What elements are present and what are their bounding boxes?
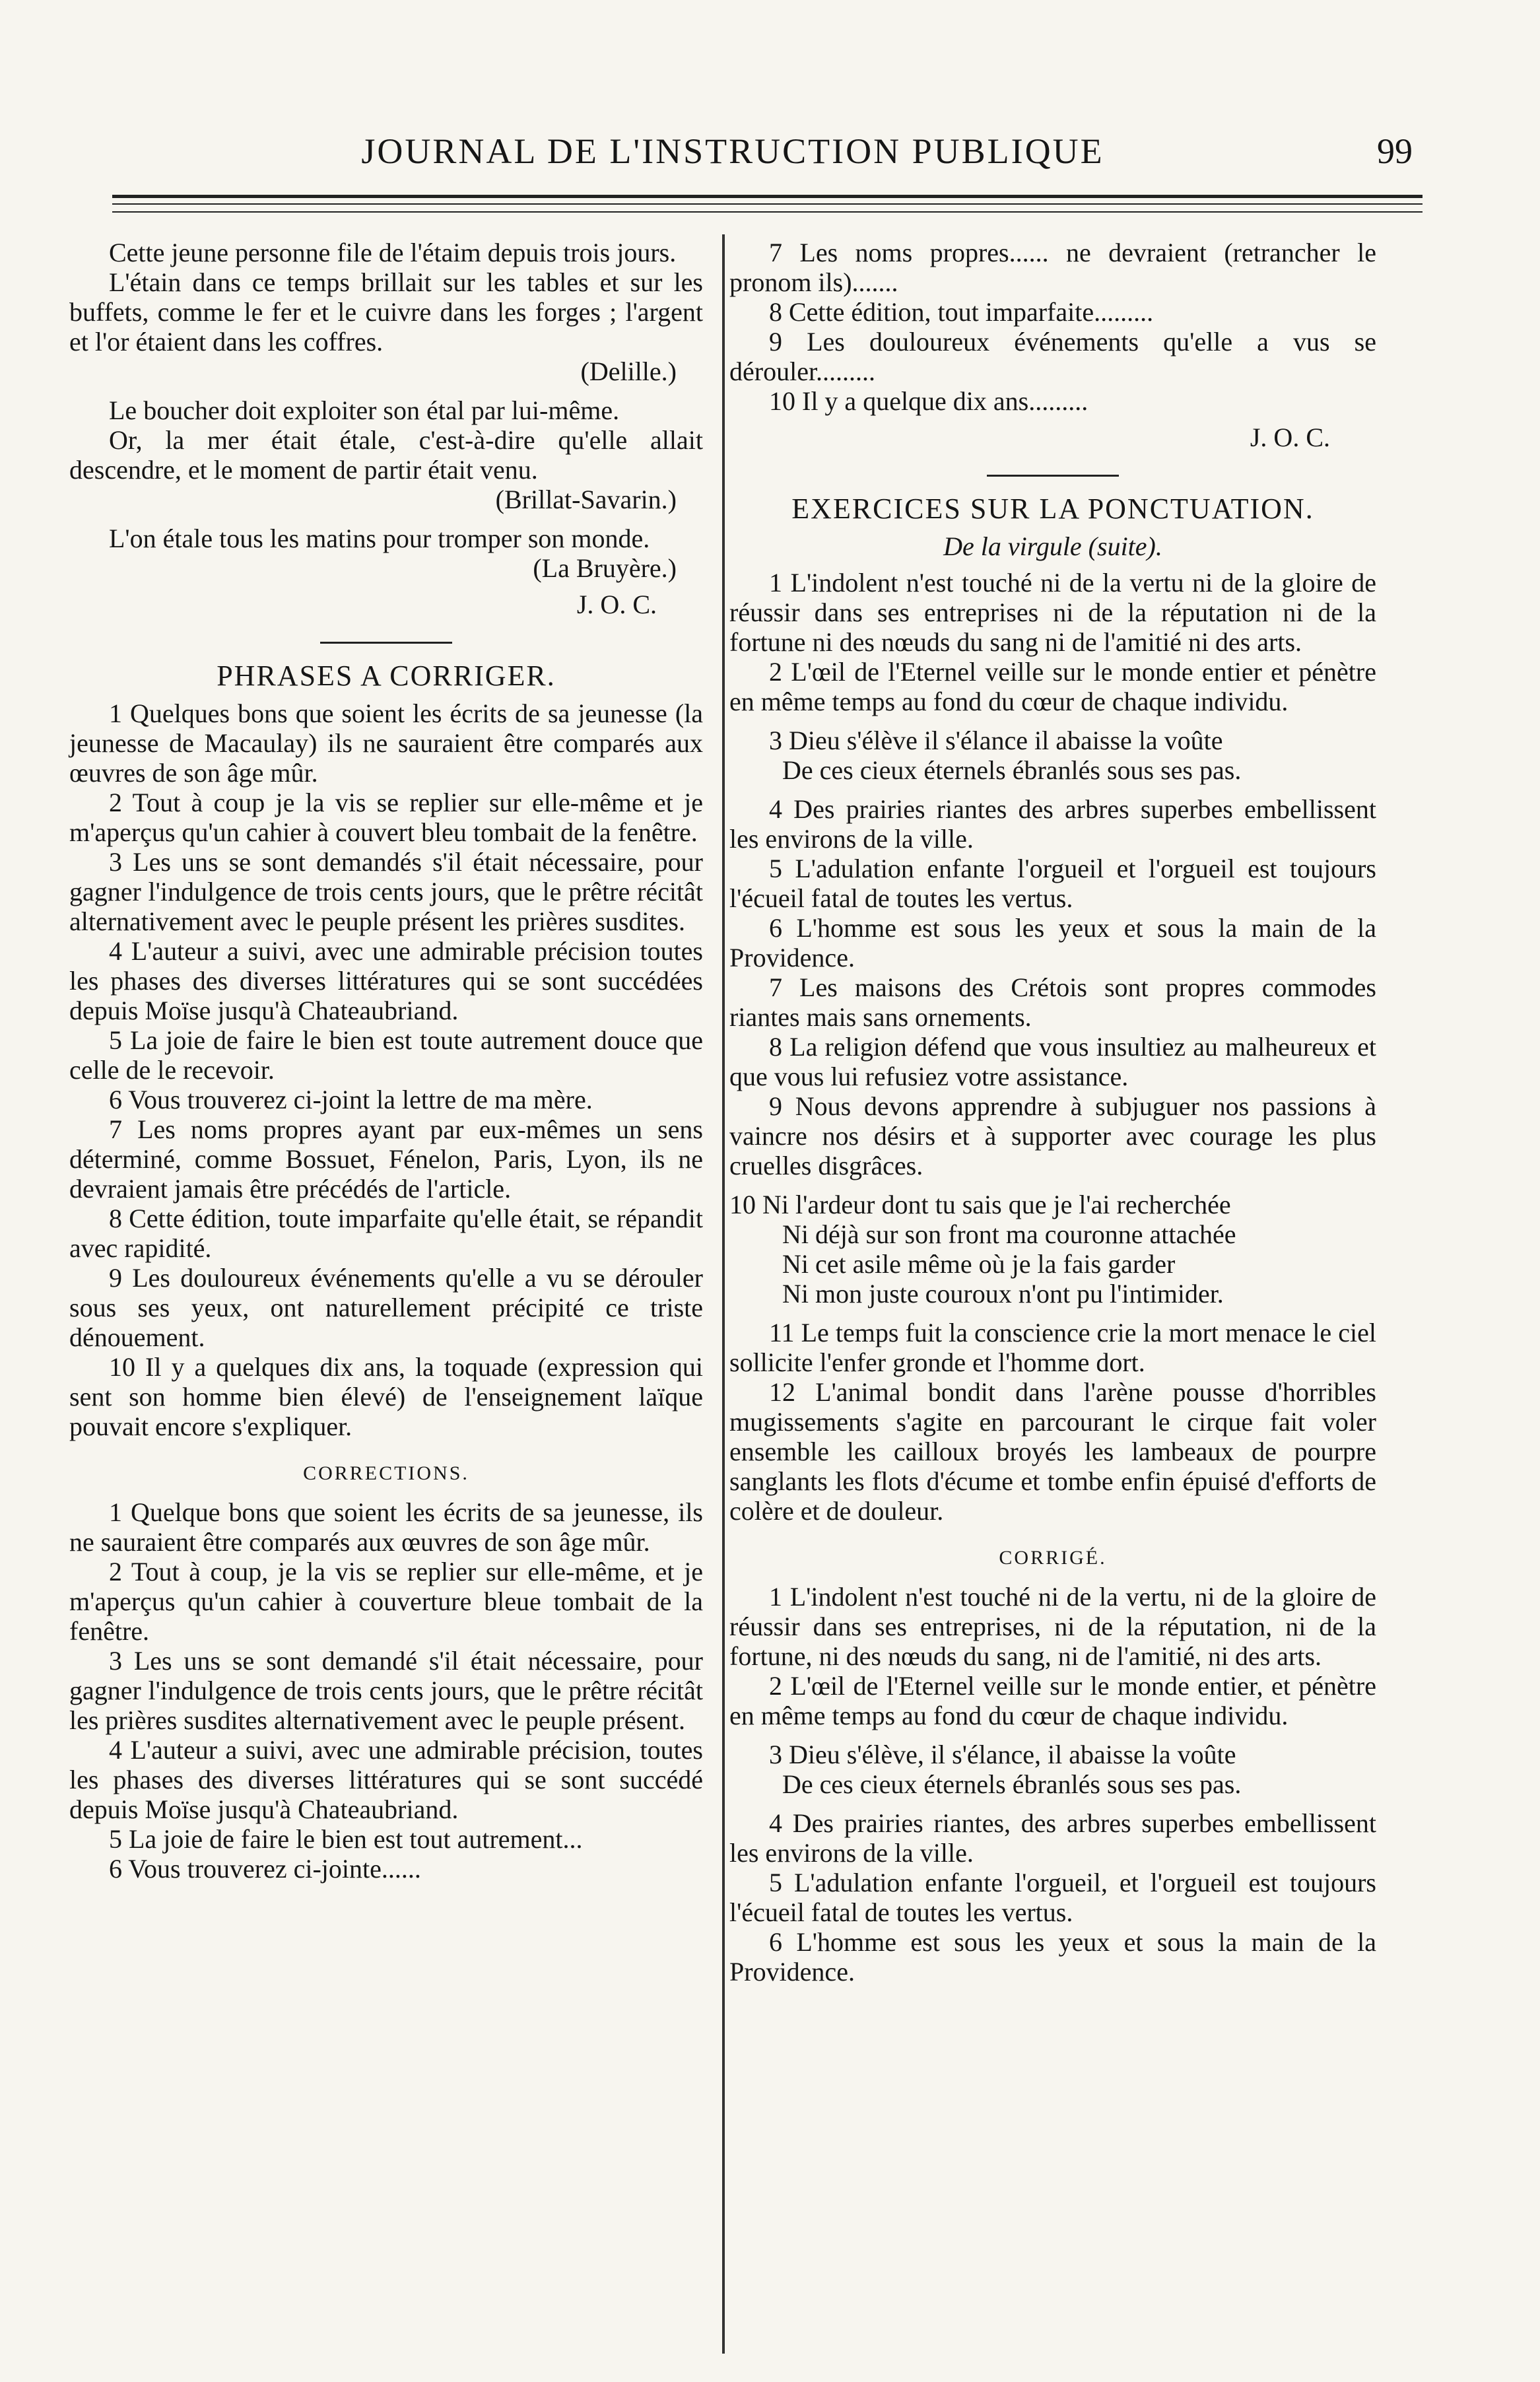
page-number: 99 [1377, 131, 1413, 171]
exercise-item: 4 Des prairies riantes des arbres superbes embellissent les environs de la ville. [729, 794, 1376, 854]
attribution: (Delille.) [580, 357, 677, 386]
paragraph: Cette jeune personne file de l'étaim depuis trois jours. [109, 238, 677, 267]
attribution: (La Bruyère.) [533, 553, 677, 583]
paragraph: Le boucher doit exploiter son étal par lui-même. [109, 395, 620, 425]
column-divider [722, 234, 725, 2354]
phrase-item: 5 La joie de faire le bien est toute autrement douce que celle de le recevoir. [69, 1025, 703, 1085]
header-rule-thick [112, 195, 1423, 198]
corrige-item: 2 L'œil de l'Eternel veille sur le monde entier, et pénètre en même temps au fond du cœur de chaque individu. [729, 1671, 1376, 1730]
continued-item: 7 Les noms propres...... ne devraient (retrancher le pronom ils)....... [729, 238, 1376, 297]
corrections-title: CORRECTIONS. [303, 1462, 469, 1484]
exercise-verse: De ces cieux éternels ébranlés sous ses pas. [782, 755, 1242, 785]
exercise-item: 7 Les maisons des Crétois sont propres commodes riantes mais sans ornements. [729, 972, 1376, 1032]
exercise-verse: Ni cet asile même où je la fais garder [782, 1249, 1176, 1279]
exercise-verse: Ni déjà sur son front ma couronne attachée [782, 1219, 1236, 1249]
exercise-item: 9 Nous devons apprendre à subjuguer nos passions à vaincre nos désirs et à supporter avec courage les plus cruelles disgrâces. [729, 1091, 1376, 1180]
corrige-verse: De ces cieux éternels ébranlés sous ses pas. [782, 1769, 1242, 1799]
continued-item: 9 Les douloureux événements qu'elle a vus se dérouler......... [729, 327, 1376, 386]
header-rule-thin [112, 203, 1423, 205]
correction-item: 4 L'auteur a suivi, avec une admirable précision, toutes les phases des diverses littératures qui se sont succédé depuis Moïse jusqu'à Chateaubriand. [69, 1735, 703, 1824]
corrige-item: 1 L'indolent n'est touché ni de la vertu, ni de la gloire de réussir dans ses entreprises, ni de la réputation, ni de la fortune, ni des nœuds du sang, ni de l'amitié, ni des arts. [729, 1582, 1376, 1671]
exercise-item: 8 La religion défend que vous insultiez au malheureux et que vous lui refusiez votre assistance. [729, 1032, 1376, 1091]
paragraph: L'on étale tous les matins pour tromper son monde. [109, 524, 650, 553]
exercise-item: 2 L'œil de l'Eternel veille sur le monde entier et pénètre en même temps au fond du cœur de chaque individu. [729, 657, 1376, 716]
continued-item: 8 Cette édition, tout imparfaite......... [769, 297, 1154, 327]
right-column [729, 238, 1376, 1987]
section-title: EXERCICES SUR LA PONCTUATION. [791, 493, 1314, 525]
page-header [79, 125, 1439, 185]
phrase-item: 4 L'auteur a suivi, avec une admirable précision toutes les phases des diverses littératures qui se sont succédées depuis Moïse jusqu'à Chateaubriand. [69, 936, 703, 1025]
exercise-verse: 10 Ni l'ardeur dont tu sais que je l'ai recherchée [729, 1190, 1231, 1219]
correction-item: 3 Les uns se sont demandé s'il était nécessaire, pour gagner l'indulgence de trois cents jours, que le prêtre récitât les prières susdites alternativement avec le peuple présent. [69, 1646, 703, 1735]
phrase-item: 1 Quelques bons que soient les écrits de sa jeunesse (la jeunesse de Macaulay) ils ne sauraient être comparés aux œuvres de son âge mûr. [69, 698, 703, 788]
left-column [69, 238, 703, 1884]
correction-item: 2 Tout à coup, je la vis se replier sur elle-même, et je m'aperçus qu'un cahier à couverture bleue tombait de la fenêtre. [69, 1557, 703, 1646]
section-rule [987, 475, 1119, 477]
exercise-item: 11 Le temps fuit la conscience crie la mort menace le ciel sollicite l'enfer gronde et l'homme dort. [729, 1318, 1376, 1377]
exercise-item: 12 L'animal bondit dans l'arène pousse d'horribles mugissements s'agite en parcourant le cirque fait voler ensemble les cailloux broyés les lambeaux de pourpre sanglants les flots d'écume et tombe enfin épuisé d'efforts de colère et de douleur. [729, 1377, 1376, 1526]
exercise-item: 1 L'indolent n'est touché ni de la vertu ni de la gloire de réussir dans ses entreprises ni de la réputation ni de la fortune ni des nœuds du sang ni de l'amitié ni des arts. [729, 568, 1376, 657]
correction-item: 5 La joie de faire le bien est tout autrement... [109, 1824, 583, 1854]
header-rule-thin-2 [112, 211, 1423, 213]
corrige-item: 5 L'adulation enfante l'orgueil, et l'orgueil est toujours l'écueil fatal de toutes les vertus. [729, 1868, 1376, 1927]
phrase-item: 8 Cette édition, toute imparfaite qu'elle était, se répandit avec rapidité. [69, 1204, 703, 1263]
section-subtitle: De la virgule (suite). [943, 531, 1162, 561]
section-rule [320, 642, 452, 644]
phrase-item: 6 Vous trouverez ci-joint la lettre de ma mère. [109, 1085, 593, 1114]
phrase-item: 10 Il y a quelques dix ans, la toquade (expression qui sent son homme bien élevé) de l'enseignement laïque pouvait encore s'expliquer. [69, 1352, 703, 1441]
phrase-item: 7 Les noms propres ayant par eux-mêmes un sens déterminé, comme Bossuet, Fénelon, Paris, Lyon, ils ne devraient jamais être précédés de l'article. [69, 1114, 703, 1204]
journal-title: JOURNAL DE L'INSTRUCTION PUBLIQUE [361, 131, 1104, 171]
exercise-item: 5 L'adulation enfante l'orgueil et l'orgueil est toujours l'écueil fatal de toutes les vertus. [729, 854, 1376, 913]
phrase-item: 9 Les douloureux événements qu'elle a vu se dérouler sous ses yeux, ont naturellement précipité ce triste dénouement. [69, 1263, 703, 1352]
correction-item: 6 Vous trouverez ci-jointe...... [109, 1854, 421, 1884]
corrige-item: 6 L'homme est sous les yeux et sous la main de la Providence. [729, 1927, 1376, 1987]
exercise-verse: 3 Dieu s'élève il s'élance il abaisse la voûte [769, 726, 1223, 755]
continued-item: 10 Il y a quelque dix ans......... [769, 386, 1088, 416]
paragraph: Or, la mer était étale, c'est-à-dire qu'elle allait descendre, et le moment de partir était venu. [69, 425, 703, 485]
phrase-item: 3 Les uns se sont demandés s'il était nécessaire, pour gagner l'indulgence de trois cents jours, que le prêtre récitât alternativement avec le peuple présent les prières susdites. [69, 847, 703, 936]
section-title: PHRASES A CORRIGER. [217, 660, 556, 692]
exercise-verse: Ni mon juste couroux n'ont pu l'intimider. [782, 1279, 1224, 1309]
exercise-item: 6 L'homme est sous les yeux et sous la main de la Providence. [729, 913, 1376, 972]
signature: J. O. C. [576, 590, 657, 619]
corrige-verse: 3 Dieu s'élève, il s'élance, il abaisse la voûte [769, 1740, 1236, 1769]
correction-item: 1 Quelque bons que soient les écrits de sa jeunesse, ils ne sauraient être comparés aux œuvres de son âge mûr. [69, 1497, 703, 1557]
corrige-item: 4 Des prairies riantes, des arbres superbes embellissent les environs de la ville. [729, 1808, 1376, 1868]
corrige-title: CORRIGÉ. [999, 1547, 1107, 1569]
phrase-item: 2 Tout à coup je la vis se replier sur elle-même et je m'aperçus qu'un cahier à couvert bleu tombait de la fenêtre. [69, 788, 703, 847]
paragraph: L'étain dans ce temps brillait sur les tables et sur les buffets, comme le fer et le cuivre dans les forges ; l'argent et l'or étaient dans les coffres. [69, 267, 703, 357]
attribution: (Brillat-Savarin.) [495, 485, 677, 514]
signature: J. O. C. [1250, 423, 1330, 452]
